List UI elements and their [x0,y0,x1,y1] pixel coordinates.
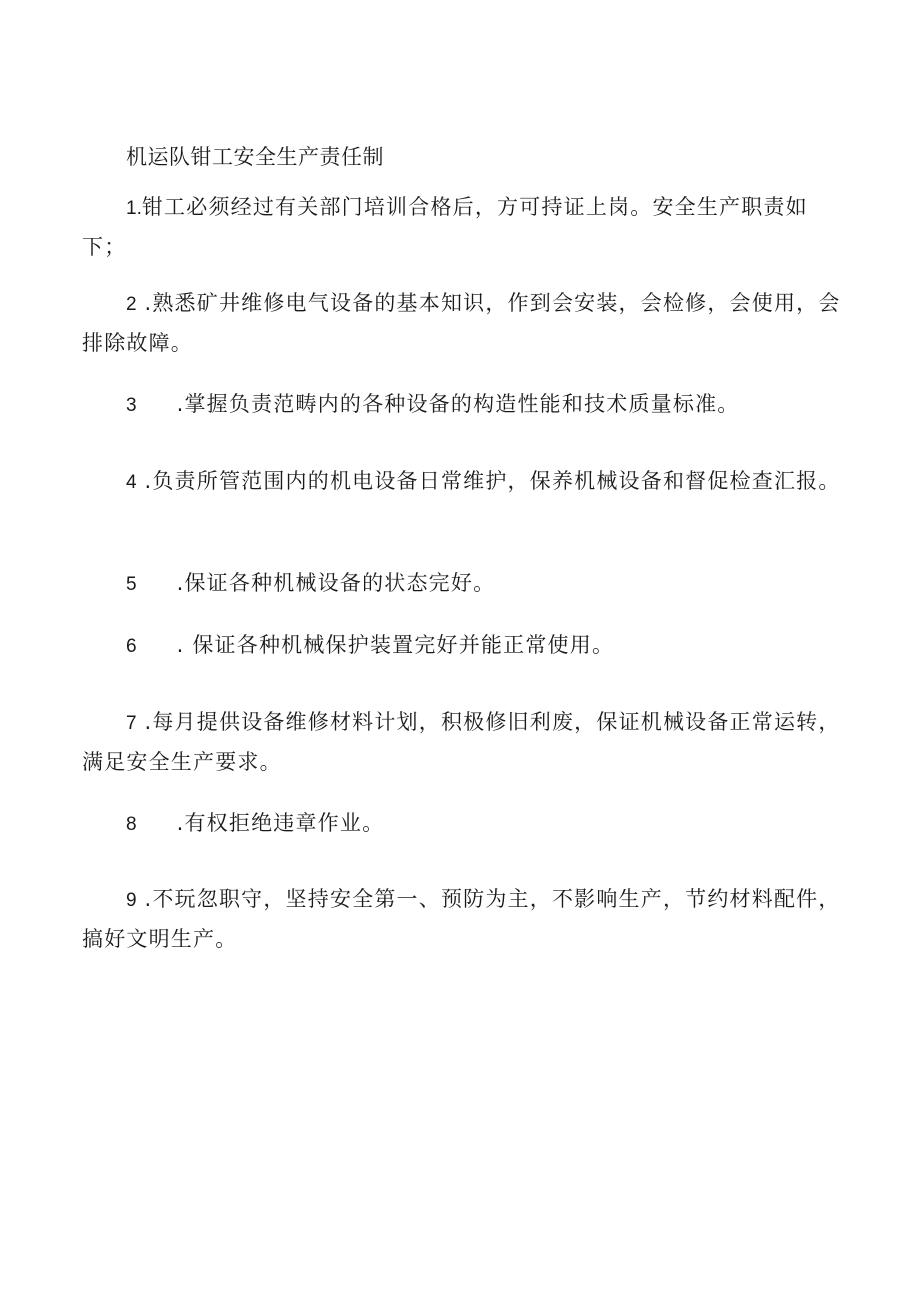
item-number: 5 [126,574,137,595]
item-separator: . [136,291,153,315]
list-item-5 [82,564,842,604]
item-separator: . [176,571,185,595]
item-separator: . [176,633,193,657]
item-text: 负责所管范围内的机电设备日常维护，保养机械设备和督促检查汇报。 [152,469,841,493]
list-item-4 [82,462,842,502]
item-number: 2 [126,294,137,315]
item-separator: . [136,887,153,911]
document-title: 机运队钳工安全生产责任制 [126,145,384,169]
item-separator: . [176,392,185,416]
item-text: 保证各种机械设备的状态完好。 [184,571,496,595]
item-text: 熟悉矿井维修电气设备的基本知识，作到会安装，会检修，会使用，会排除故障。 [82,291,841,355]
list-item-7 [82,703,842,781]
list-item-1 [82,188,842,266]
item-number: 8 [126,814,137,835]
item-text: 每月提供设备维修材料计划，积极修旧利废，保证机械设备正常运转，满足安全生产要求。 [82,710,841,774]
list-item-3 [82,385,842,425]
item-separator: . [136,710,153,734]
item-text: 有权拒绝违章作业。 [184,811,385,835]
item-text: 钳工必须经过有关部门培训合格后，方可持证上岗。安全生产职责如下； [82,195,808,259]
item-number: 3 [126,395,137,416]
item-number: 9 [126,890,137,911]
item-separator: . [136,469,153,493]
list-item-9 [82,880,842,958]
item-number: 7 [126,713,137,734]
item-number: 4 [126,472,137,493]
item-text: 保证各种机械保护装置完好并能正常使用。 [192,633,615,657]
item-number: 1. [126,198,142,219]
list-item-2 [82,284,842,362]
item-text: 掌握负责范畴内的各种设备的构造性能和技术质量标准。 [184,392,740,416]
item-text: 不玩忽职守，坚持安全第一、预防为主，不影响生产，节约材料配件，搞好文明生产。 [82,887,841,951]
item-separator: . [176,811,185,835]
item-number: 6 [126,636,137,657]
list-item-6 [82,626,842,666]
list-item-8 [82,804,842,844]
